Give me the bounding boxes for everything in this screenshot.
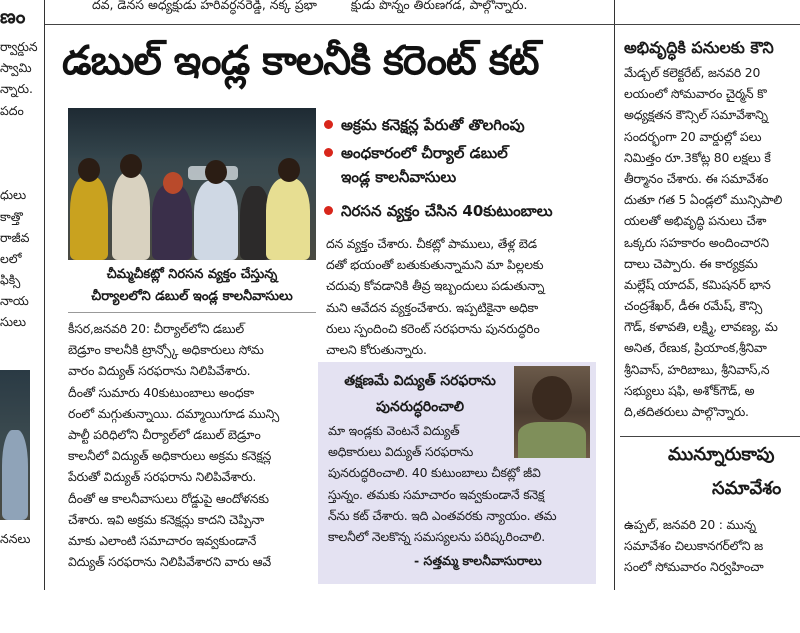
right-top-divider: [614, 24, 800, 25]
article-line: వారం విద్యుత్ సరఫరాను నిలిపివేశారు.: [68, 363, 251, 379]
fragment-line: ఫిక్సి: [0, 272, 21, 288]
person-figure: [70, 176, 108, 260]
article-line: బెడ్రూం కాలనీకి ట్రాన్స్కో అధికారులు సోమ: [68, 342, 264, 358]
article-line: అనిత, రేణుక, ప్రియాంక,శ్రీనివా: [624, 340, 767, 356]
caption-divider: [68, 312, 316, 313]
bullet-icon: [324, 206, 333, 215]
fragment-line: [0, 142, 44, 163]
quote-line: అధికారులు విద్యుత్ సరఫరాను: [328, 444, 474, 460]
article-line: రులు స్పందించి కరెంట్ సరఫరాను పునరుద్ధరిం: [326, 320, 540, 336]
fragment-line: ధులు: [0, 187, 27, 203]
article-line: ది,తదితరులు పాల్గొన్నారు.: [624, 404, 749, 419]
article-line: చదువు కోవడానికి తీవ్ర ఇబ్బందులు పడుతున్నా: [326, 278, 545, 294]
article-line: సమావేశం చిలుకానగర్‌లోని జ: [624, 538, 763, 554]
person-figure: [112, 172, 150, 260]
article-line: దాలు చెప్పారు. ఈ కార్యక్రమ: [624, 255, 758, 271]
headline-bullets: [324, 113, 553, 223]
person-figure: [194, 180, 238, 260]
fragment-line: కాత్తొ: [0, 208, 23, 224]
right-divider: [620, 436, 800, 437]
fragment-line: రాజీవ: [0, 229, 30, 245]
article-line: విద్యుత్ సరఫరాను నిలిపివేశారని వారు ఆవే: [68, 554, 271, 570]
article-line: కాలనీలో విద్యుత్ అధికారులు అక్రమ కనెక్షన్ల: [68, 448, 272, 464]
quote-box: [318, 362, 596, 584]
article-line: ఉప్పల్, జనవరి 20 : మున్న: [624, 517, 756, 532]
article-line: గౌడ్, కళావతి, లక్ష్మి, లావణ్య, మ: [624, 319, 778, 335]
left-fragment-text: [0, 36, 44, 333]
article-line: చాలని కోరుతున్నారు.: [326, 341, 427, 357]
bullet-icon: [324, 120, 333, 129]
fragment-line: నాయ: [0, 293, 29, 309]
article-line: రంలో మగ్గుతున్నాయి. దమ్మాయిగూడ మున్సి: [68, 405, 280, 421]
article-line: సభ్యులు షఫి, అశోక్‌గౌడ్, అ: [624, 382, 755, 398]
person-figure: [266, 178, 310, 260]
quote-line: పునరుద్ధరించాలి. 40 కుటుంబాలు చీకట్లో జీవి: [328, 465, 541, 481]
article-body-continued: [326, 233, 598, 360]
article-line: సంలో సోమవారం నిర్వహించా: [624, 559, 764, 575]
article-line: ఒక్కరు సహకారం అందించారని: [624, 234, 769, 250]
quote-signature: - సత్తమ్మ కాలనీవాసురాలు: [414, 553, 542, 568]
article-line: అధ్యక్షతన కౌన్సిల్ సమావేశాన్ని: [624, 107, 768, 123]
article-line: దీంతో ఆ కాలనీవాసులు రోడ్డుపై ఆందోళనకు: [68, 490, 269, 506]
right-heading-2-line1: మున్నూరుకాపు: [668, 444, 775, 465]
column-rule-left: [44, 0, 45, 590]
fragment-line: స్వామి: [0, 60, 32, 76]
article-line: దతో భయంతో బతుకుతున్నామని మా పిల్లలకు: [326, 257, 544, 273]
quote-line: కాలనీలో నెలకొన్న సమస్యలను పరిష్కరించాలి.: [328, 528, 546, 544]
fragment-line: [0, 121, 44, 142]
article-line: దీంతో సుమారు 40కుటుంబాలు అంధకా: [68, 384, 254, 400]
photo-caption: [68, 264, 316, 308]
article-line: మాకు ఎలాంటి సమాచారం ఇవ్వకుండానే: [68, 532, 257, 548]
article-line: పాల్టీ పరిధిలోని చీర్యాల్‌లో డబుల్ బెడ్రూం: [68, 426, 261, 442]
bullet-icon: [324, 148, 333, 157]
article-line: చేశారు. ఇవి అక్రమ కనెక్షన్లు కాదని చెప్పినా: [68, 511, 265, 527]
top-strip-right-text: క్షుడు పొన్నం తిరుణగడ, పాల్గొన్నారు.: [350, 0, 528, 12]
article-body: [68, 318, 318, 572]
article-line: దన వ్యక్తం చేశారు. చీకట్లో పాములు, తేళ్ల బెడ: [326, 236, 537, 251]
protest-photo: [68, 108, 316, 260]
article-line: మల్లేష్ యాదవ్, కమిషనర్ భాన: [624, 276, 771, 292]
article-line: చంద్రశేఖర్, డీఈ రమేష్, కౌన్సి: [624, 298, 763, 314]
person-figure: [2, 430, 28, 520]
quote-line: స్తున్నం. తమకు సమాచారం ఇవ్వకుండానే కనెక్ష: [328, 486, 545, 502]
top-strip: [92, 0, 612, 15]
left-fragment-heading: ణం: [0, 6, 26, 28]
article-line: లయంలో సోమవారం చైర్మన్ కొ: [624, 86, 767, 102]
article-line: దుతూ గత 5 ఏండ్లలో మున్సిపాలి: [624, 192, 783, 208]
quote-box-text: [328, 420, 590, 547]
right-article-2: [624, 514, 800, 578]
main-headline: డబుల్ ఇండ్ల కాలనీకి కరెంట్ కట్: [62, 38, 539, 84]
bullet-item: నిరసన వ్యక్తం చేసిన 40కుటుంబాలు: [324, 199, 553, 223]
photo-caption-line: చీమ్మచీకట్లో నిరసన వ్యక్తం చేస్తున్న: [106, 267, 278, 282]
photo-caption-line: చీర్యాలలోని డబుల్ ఇండ్ల కాలనీవాసులు: [91, 289, 293, 304]
fragment-line: న్నారు.: [0, 81, 33, 97]
right-heading-1: అభివృద్ధికి పనులకు కౌని: [624, 38, 774, 57]
article-line: నిమిత్తం రూ.3కోట్ల 80 లక్షలు కే: [624, 149, 771, 165]
left-fragment-bottom: ననలు: [0, 531, 31, 546]
fragment-line: సులు: [0, 314, 27, 330]
quote-line: మా ఇండ్లకు వెంటనే విద్యుత్: [328, 423, 460, 438]
bullet-item: అంధకారంలో చీర్యాల్ డబుల్: [324, 141, 553, 165]
column-rule-right: [614, 0, 615, 590]
fragment-line: లలో: [0, 250, 22, 266]
right-heading-2-line2: సమావేశం: [712, 478, 782, 499]
left-fragment-photo: [0, 370, 30, 520]
article-line: యలతో అభివృద్ధి పనులు చేశా: [624, 213, 767, 229]
article-line: తీర్మానం చేశారు. ఈ సమావేశం: [624, 170, 769, 186]
article-line: పేరుతో విద్యుత్ సరఫరాను నిలిపివేశారు.: [68, 469, 257, 485]
article-line: సందర్భంగా 20 వార్డుల్లో పలు: [624, 128, 762, 144]
article-line: మేడ్చల్ కలెక్టరేట్, జనవరి 20: [624, 65, 761, 80]
article-line: మని ఆవేదన వ్యక్తంచేశారు. ఇప్పటికైనా అధికా: [326, 299, 539, 315]
quote-box-title: తక్షణమే విద్యుత్ సరఫరాను పునరుద్ధరించాలి: [344, 373, 496, 415]
article-line: శ్రీనివాస్, హరిబాబు, శ్రీనివాస్,న: [624, 361, 770, 377]
article-line: కీసర,జనవరి 20: చీర్యాల్‌లోని డబుల్: [68, 321, 244, 336]
fragment-line: ర్వార్డున: [0, 39, 38, 54]
top-divider: [44, 24, 614, 25]
bullet-item: అక్రమ కనెక్షన్ల పేరుతో తొలగింపు: [324, 113, 553, 137]
person-figure: [152, 184, 192, 260]
bullet-item-continued: ఇండ్ల కాలనీవాసులు: [341, 168, 457, 186]
fragment-line: పదం: [0, 102, 24, 118]
quote-line: న్‌ను కట్ చేశారు. ఇది ఎంతవరకు న్యాయం. తమ: [328, 507, 557, 523]
top-strip-left-text: దవ, డెనస అధ్యక్షుడు హరివర్ధనరెడ్డి, నక్క ప్రభా: [92, 0, 317, 12]
fragment-line: [0, 163, 44, 184]
right-article-1: [624, 62, 800, 422]
